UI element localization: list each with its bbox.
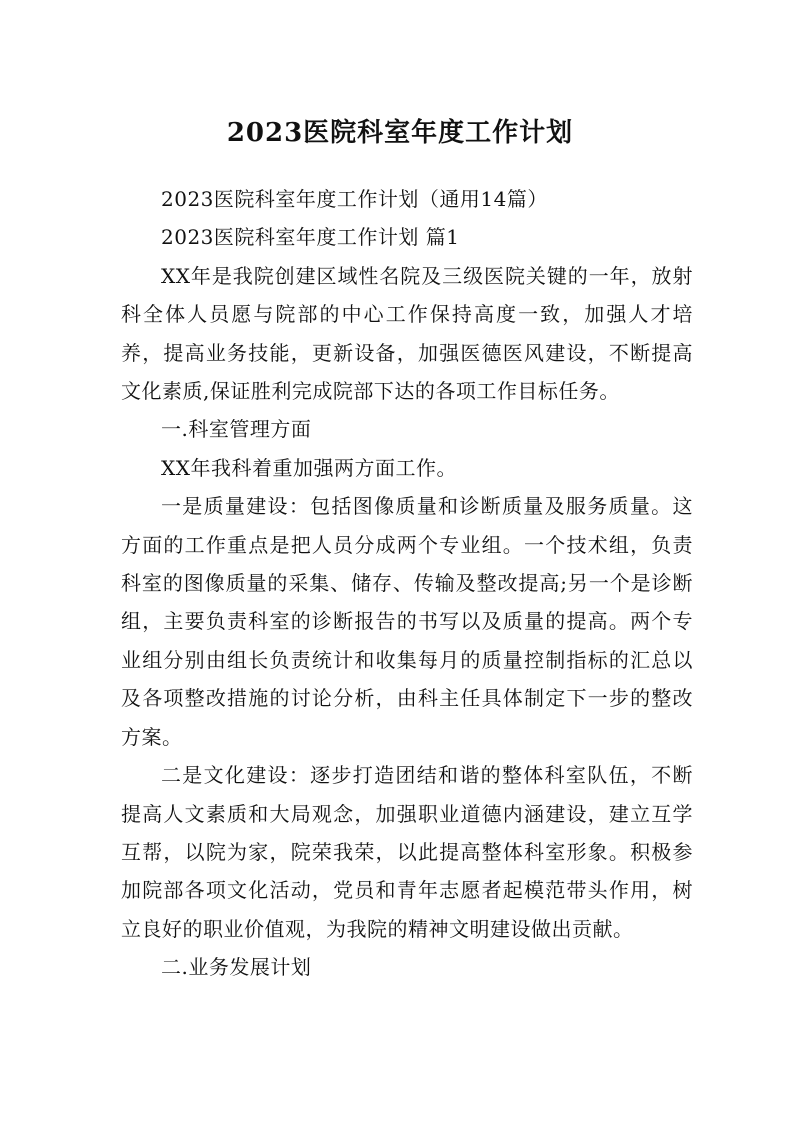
subtitle-paragraph: 2023医院科室年度工作计划（通用14篇） (161, 187, 548, 211)
intro-paragraph: XX年是我院创建区域性名院及三级医院关键的一年，放射科全体人员愿与院部的中心工作保持高度一致，加强人才培养，提高业务技能，更新设备，加强医德医风建设，不断提高文化素质,保证胜利完成院部下达的各项工作目标任务。 (121, 263, 693, 404)
document-title: 2023医院科室年度工作计划 (226, 118, 574, 149)
body-paragraph: 二是文化建设：逐步打造团结和谐的整体科室队伍，不断提高人文素质和大局观念，加强职业道德内涵建设，建立互学互帮，以院为家，院荣我荣，以此提高整体科室形象。积极参加院部各项文化活动，党员和青年志愿者起模范带头作用，树立良好的职业价值观，为我院的精神文明建设做出贡献。 (121, 763, 693, 941)
body-paragraph: 一是质量建设：包括图像质量和诊断质量及服务质量。这方面的工作重点是把人员分成两个专业组。一个技术组，负责科室的图像质量的采集、储存、传输及整改提高;另一个是诊断组，主要负责科室的诊断报告的书写以及质量的提高。两个专业组分别由组长负责统计和收集每月的质量控制指标的汇总以及各项整改措施的讨论分析，由科主任具体制定下一步的整改方案。 (121, 494, 693, 749)
document-body (121, 180, 693, 987)
section-heading: 2023医院科室年度工作计划 篇1 (161, 225, 460, 250)
section-heading: 二.业务发展计划 (161, 955, 312, 980)
section-heading: 一.科室管理方面 (161, 417, 312, 442)
body-paragraph: XX年我科着重加强两方面工作。 (161, 455, 457, 480)
